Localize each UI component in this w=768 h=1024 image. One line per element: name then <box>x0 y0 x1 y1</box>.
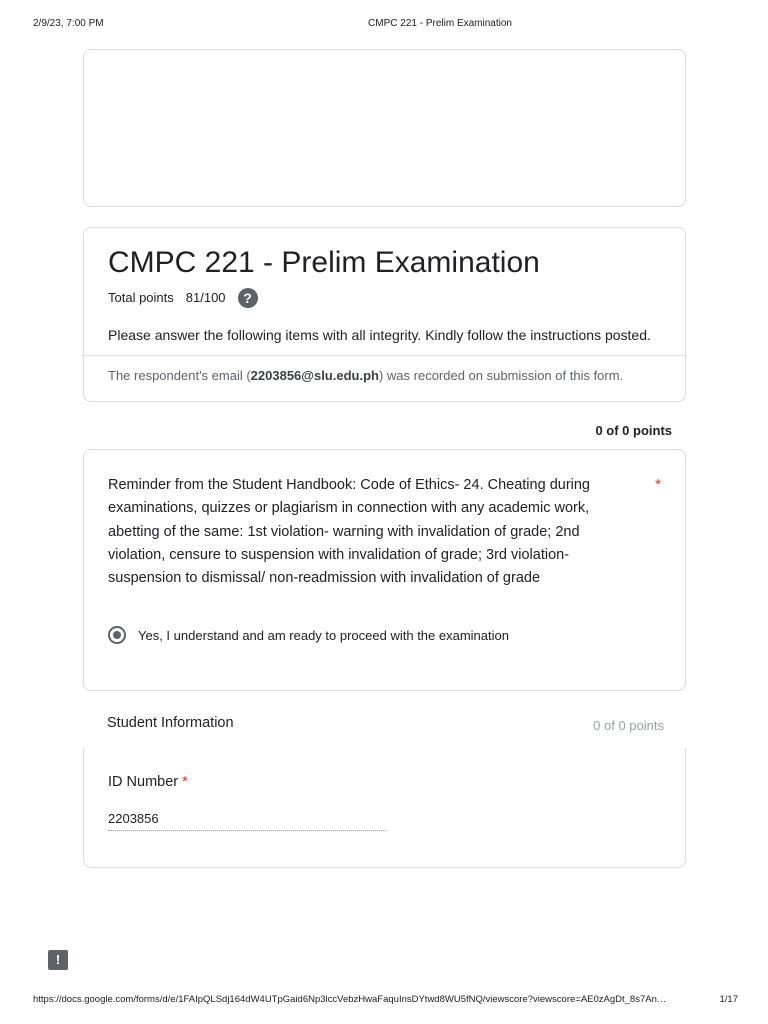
divider <box>84 355 685 356</box>
id-number-label <box>108 774 188 790</box>
total-points-value: 81/100 <box>185 290 226 305</box>
required-asterisk: * <box>182 774 188 790</box>
radio-selected-icon[interactable] <box>108 626 126 644</box>
print-url: https://docs.google.com/forms/d/e/1FAIpQLSdj164dW4UTpGaid6Np3lccVebzHwaFaquInsDYtwd8WU5fNQ/viewscore?viewscore=AE0zAgDt_8s7An… <box>33 994 667 1005</box>
id-number-card <box>83 748 686 868</box>
section-title: Student Information <box>107 715 234 731</box>
id-label-text: ID Number <box>108 774 179 790</box>
reminder-question-card <box>83 449 686 691</box>
section-score: 0 of 0 points <box>593 718 664 733</box>
email-note-prefix: The respondent's email ( <box>108 368 251 383</box>
page-number: 1/17 <box>719 994 738 1005</box>
radio-option[interactable] <box>108 626 509 644</box>
print-date: 2/9/23, 7:00 PM <box>33 18 104 29</box>
email-note-suffix: ) was recorded on submission of this form. <box>378 368 624 383</box>
print-header <box>0 18 768 32</box>
report-feedback-icon[interactable]: ! <box>48 950 68 970</box>
form-banner <box>83 49 686 207</box>
id-number-answer: 2203856 <box>108 811 159 826</box>
total-points-label: Total points <box>108 290 174 305</box>
form-title: CMPC 221 - Prelim Examination <box>108 246 540 279</box>
question-text: Reminder from the Student Handbook: Code of Ethics- 24. Cheating during examinations, quizzes or plagiarism in connection with any academic work, abetting of the same: 1st violation- warning with invalidation of grade; 2nd violation, censure to suspension with invalidation of grade; 3rd violation- suspension to dismissal/ non-readmission with invalidation of grade <box>108 477 590 587</box>
print-title: CMPC 221 - Prelim Examination <box>368 18 512 29</box>
print-footer <box>33 994 738 1005</box>
radio-option-label: Yes, I understand and am ready to proceed with the examination <box>138 627 509 643</box>
respondent-email: 2203856@slu.edu.ph <box>250 368 379 383</box>
reminder-score: 0 of 0 points <box>595 423 672 438</box>
help-circle-icon[interactable]: ? <box>238 288 258 308</box>
form-header-card <box>83 227 686 402</box>
total-points-row <box>108 288 258 308</box>
answer-underline <box>108 830 386 831</box>
required-asterisk: * <box>655 476 661 493</box>
email-note <box>108 366 623 386</box>
form-description: Please answer the following items with all integrity. Kindly follow the instructions posted. <box>108 327 651 343</box>
